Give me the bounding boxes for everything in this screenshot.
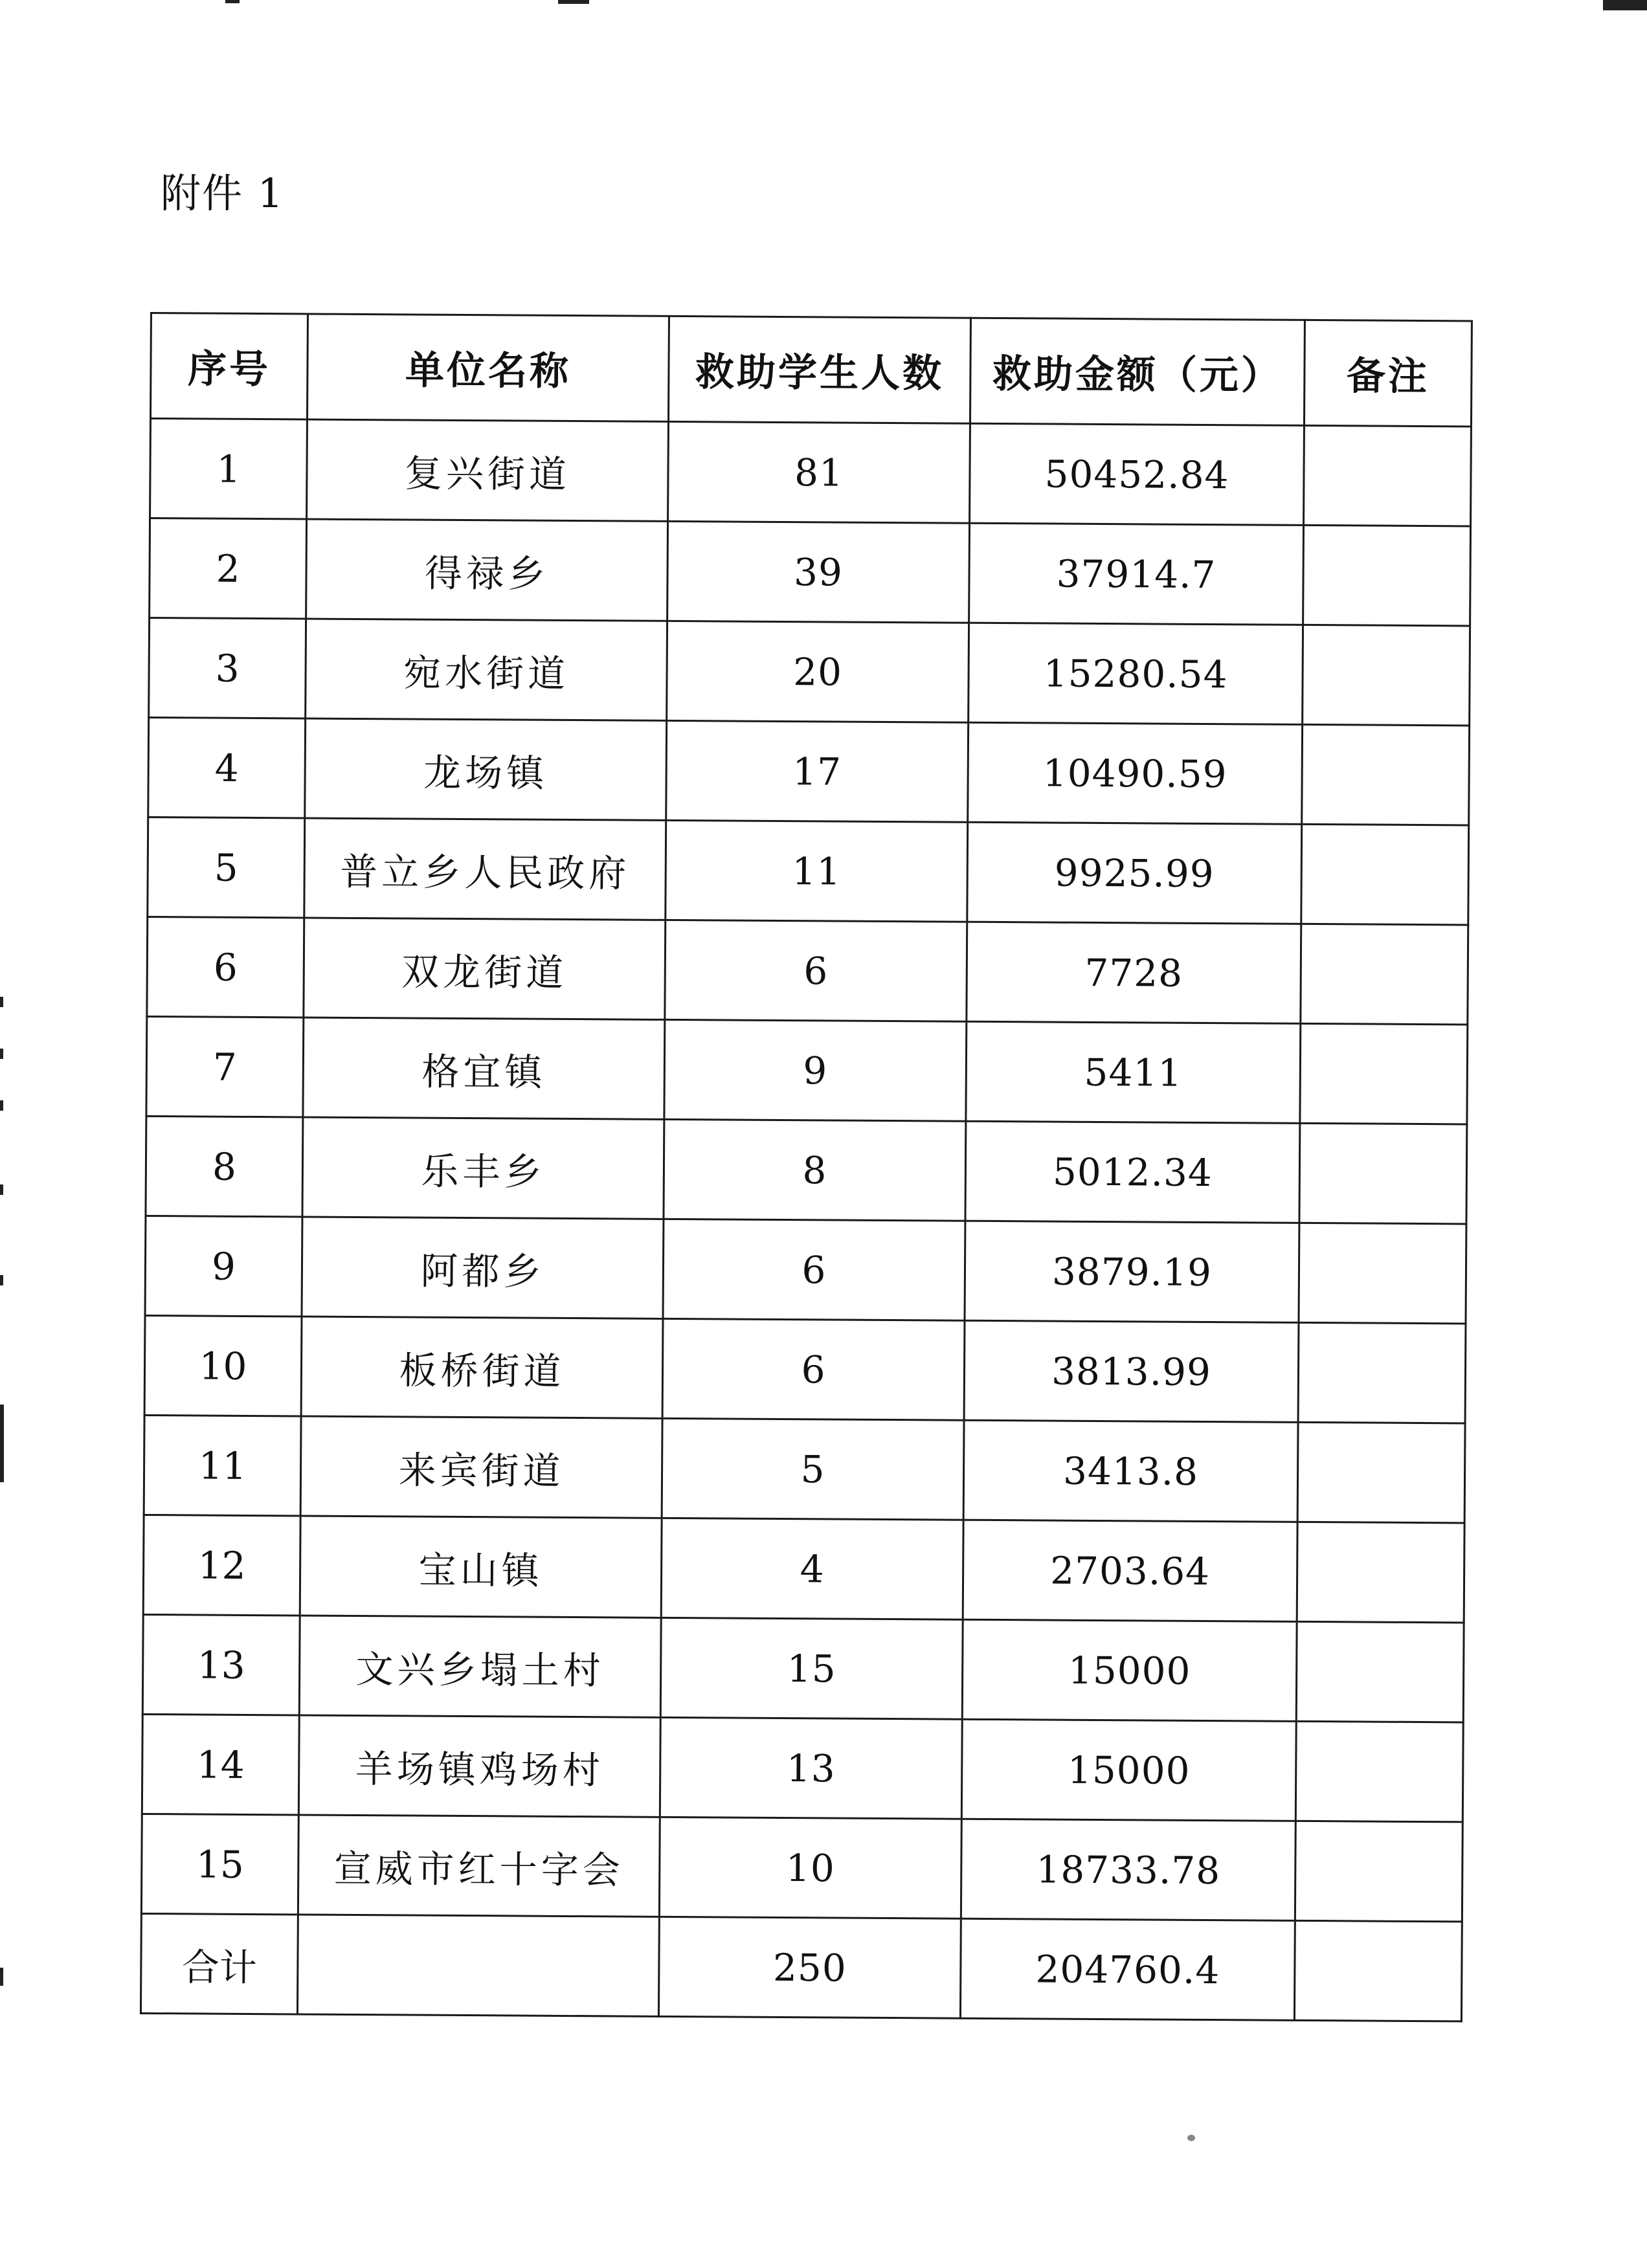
table-row bbox=[144, 1315, 1466, 1423]
table-row bbox=[142, 1614, 1464, 1722]
row-amount: 9925.99 bbox=[967, 822, 1302, 924]
table-row bbox=[150, 518, 1471, 626]
table-row bbox=[148, 817, 1469, 924]
row-remarks bbox=[1300, 1023, 1468, 1124]
row-unit-name: 格宜镇 bbox=[303, 1017, 665, 1119]
table-row bbox=[148, 717, 1470, 825]
header-unit-name: 单位名称 bbox=[307, 314, 669, 421]
row-unit-name: 宝山镇 bbox=[300, 1516, 662, 1618]
header-student-count: 救助学生人数 bbox=[668, 316, 970, 423]
table-row bbox=[141, 1814, 1462, 1921]
table-row bbox=[143, 1515, 1464, 1622]
row-unit-name: 阿都乡 bbox=[302, 1217, 664, 1318]
row-index: 13 bbox=[142, 1614, 300, 1715]
row-student-count: 20 bbox=[667, 621, 969, 722]
table-row bbox=[149, 618, 1470, 726]
row-unit-name: 文兴乡塌土村 bbox=[299, 1616, 661, 1717]
table-row bbox=[145, 1216, 1466, 1323]
row-index: 7 bbox=[146, 1016, 304, 1117]
table-row bbox=[142, 1714, 1463, 1821]
row-amount: 7728 bbox=[967, 922, 1301, 1023]
row-amount: 15280.54 bbox=[969, 623, 1303, 724]
header-amount: 救助金额（元） bbox=[970, 318, 1305, 425]
table-row bbox=[150, 419, 1472, 526]
scan-mark-left-2 bbox=[0, 1049, 3, 1059]
row-unit-name: 宛水街道 bbox=[306, 619, 667, 720]
table-header-row bbox=[150, 313, 1472, 427]
row-unit-name: 乐丰乡 bbox=[302, 1117, 664, 1219]
row-index: 15 bbox=[141, 1814, 298, 1914]
scan-mark-left-1 bbox=[0, 997, 3, 1007]
row-remarks bbox=[1304, 425, 1472, 526]
row-remarks bbox=[1303, 525, 1471, 626]
row-student-count: 6 bbox=[662, 1318, 965, 1420]
row-remarks bbox=[1295, 1721, 1463, 1822]
row-remarks bbox=[1299, 1223, 1466, 1324]
row-remarks bbox=[1301, 924, 1468, 1025]
row-amount: 2703.64 bbox=[963, 1520, 1297, 1621]
scan-mark-left-7 bbox=[0, 1968, 3, 1986]
total-student-count: 250 bbox=[658, 1917, 961, 2018]
row-remarks bbox=[1298, 1322, 1466, 1423]
scan-mark-top-left bbox=[225, 0, 240, 3]
row-amount: 15000 bbox=[961, 1719, 1296, 1821]
table-row bbox=[146, 1116, 1467, 1223]
row-index: 3 bbox=[149, 618, 306, 718]
row-amount: 18733.78 bbox=[961, 1819, 1295, 1920]
row-amount: 3879.19 bbox=[965, 1221, 1299, 1322]
row-remarks bbox=[1297, 1522, 1464, 1623]
row-remarks bbox=[1297, 1422, 1465, 1523]
scan-dot bbox=[1187, 2135, 1195, 2141]
header-index: 序号 bbox=[150, 313, 308, 419]
row-remarks bbox=[1302, 724, 1470, 825]
scan-mark-top-center bbox=[558, 0, 589, 4]
total-unit-name bbox=[297, 1915, 659, 2016]
header-remarks: 备注 bbox=[1304, 320, 1472, 427]
row-unit-name: 宣威市红十字会 bbox=[298, 1815, 660, 1917]
row-remarks bbox=[1301, 824, 1469, 925]
row-student-count: 81 bbox=[668, 421, 970, 523]
total-label: 合计 bbox=[140, 1913, 298, 2014]
table-row bbox=[144, 1415, 1465, 1522]
table-row bbox=[147, 917, 1468, 1024]
row-index: 4 bbox=[148, 717, 306, 817]
row-unit-name: 板桥街道 bbox=[301, 1317, 663, 1418]
row-amount: 50452.84 bbox=[970, 423, 1305, 525]
row-index: 10 bbox=[144, 1315, 302, 1416]
row-student-count: 5 bbox=[662, 1418, 964, 1520]
row-student-count: 13 bbox=[660, 1717, 962, 1819]
row-index: 11 bbox=[144, 1415, 301, 1515]
row-index: 6 bbox=[147, 917, 304, 1017]
scan-mark-left-5 bbox=[0, 1275, 3, 1285]
row-student-count: 11 bbox=[666, 820, 968, 922]
row-index: 8 bbox=[146, 1116, 303, 1216]
row-remarks bbox=[1303, 625, 1470, 726]
row-unit-name: 羊场镇鸡场村 bbox=[298, 1715, 660, 1817]
row-unit-name: 复兴街道 bbox=[307, 419, 669, 521]
attachment-label: 附件 1 bbox=[161, 170, 285, 217]
row-student-count: 8 bbox=[664, 1119, 966, 1221]
row-amount: 37914.7 bbox=[969, 523, 1304, 625]
row-student-count: 6 bbox=[665, 920, 967, 1021]
scan-mark-left-3 bbox=[0, 1100, 3, 1111]
total-amount: 204760.4 bbox=[960, 1918, 1295, 2020]
row-amount: 3813.99 bbox=[964, 1320, 1299, 1422]
row-remarks bbox=[1295, 1821, 1462, 1922]
row-remarks bbox=[1296, 1621, 1464, 1722]
row-unit-name: 双龙街道 bbox=[304, 918, 666, 1019]
row-unit-name: 来宾街道 bbox=[300, 1416, 662, 1518]
row-index: 14 bbox=[142, 1714, 299, 1814]
total-remarks bbox=[1294, 1920, 1462, 2021]
row-student-count: 4 bbox=[661, 1518, 963, 1619]
row-remarks bbox=[1299, 1123, 1467, 1224]
row-amount: 3413.8 bbox=[963, 1420, 1298, 1522]
row-amount: 15000 bbox=[962, 1619, 1297, 1721]
relief-table-wrapper bbox=[140, 312, 1471, 2022]
row-student-count: 6 bbox=[663, 1219, 965, 1320]
total-row bbox=[140, 1913, 1462, 2021]
row-index: 1 bbox=[150, 419, 308, 519]
row-unit-name: 龙场镇 bbox=[305, 718, 667, 820]
scan-mark-left-6 bbox=[0, 1405, 4, 1482]
row-index: 9 bbox=[145, 1216, 302, 1316]
scan-mark-top-right bbox=[1603, 0, 1647, 10]
row-index: 2 bbox=[150, 518, 307, 619]
row-amount: 5012.34 bbox=[965, 1121, 1300, 1223]
relief-table bbox=[140, 312, 1473, 2022]
scan-mark-left-4 bbox=[0, 1184, 3, 1195]
row-amount: 10490.59 bbox=[968, 722, 1303, 824]
row-index: 5 bbox=[148, 817, 305, 917]
row-unit-name: 得禄乡 bbox=[306, 519, 668, 621]
row-unit-name: 普立乡人民政府 bbox=[304, 818, 666, 920]
table-body bbox=[140, 419, 1471, 2021]
row-amount: 5411 bbox=[966, 1021, 1301, 1123]
table-row bbox=[146, 1016, 1468, 1124]
row-student-count: 39 bbox=[667, 521, 970, 623]
row-student-count: 15 bbox=[660, 1618, 963, 1719]
row-student-count: 17 bbox=[666, 720, 969, 822]
row-student-count: 10 bbox=[659, 1817, 961, 1918]
row-index: 12 bbox=[143, 1515, 300, 1615]
row-student-count: 9 bbox=[664, 1019, 967, 1121]
